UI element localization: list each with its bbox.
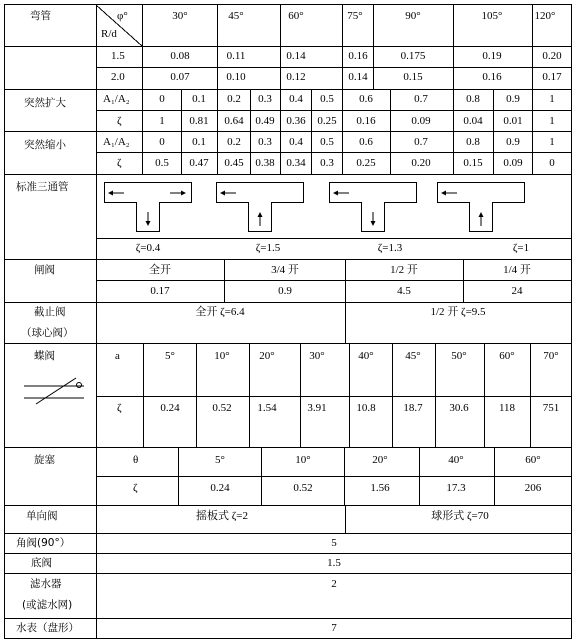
zeta-value: 0.25	[317, 115, 337, 127]
zeta-value: 0.15	[463, 157, 483, 169]
butterfly-zeta-label: ζ	[117, 402, 122, 414]
butterfly-value: 1.54	[257, 402, 277, 414]
label-strainer-sub: (或滤水网)	[22, 599, 73, 611]
zeta-value: 0.25	[356, 157, 376, 169]
plug-angle: 10°	[295, 454, 311, 466]
tee-diagram-3	[329, 182, 417, 232]
gate-opening: 3/4 开	[271, 264, 299, 276]
tee-value: ζ=1.3	[377, 242, 403, 254]
butterfly-value: 3.91	[307, 402, 327, 414]
zeta-value: 1	[159, 115, 165, 127]
ratio-value: 0.4	[289, 93, 303, 105]
plug-value: 206	[524, 482, 542, 494]
elbow-value: 0.14	[286, 50, 306, 62]
elbow-angle: 90°	[405, 10, 421, 22]
zeta-value: 0.34	[286, 157, 306, 169]
zeta-value: 0.49	[255, 115, 275, 127]
butterfly-angle: 30°	[309, 350, 325, 362]
ratio-value: 0.3	[258, 136, 272, 148]
zeta-value: 0.45	[224, 157, 244, 169]
ratio-value: 0.1	[192, 93, 206, 105]
plug-value: 0.24	[210, 482, 230, 494]
label-foot-valve: 底阀	[31, 557, 52, 569]
butterfly-value: 751	[542, 402, 560, 414]
foot-valve-value: 1.5	[327, 557, 341, 569]
zeta-value: 0.04	[463, 115, 483, 127]
ratio-value: 1	[549, 93, 555, 105]
plug-value: 0.52	[293, 482, 313, 494]
label-plug: 旋塞	[34, 454, 55, 466]
gate-value: 4.5	[397, 285, 411, 297]
ratio-value: 0.6	[359, 93, 373, 105]
plug-angle: 5°	[215, 454, 225, 466]
zeta-value: 1	[549, 115, 555, 127]
zeta-value: 0.36	[286, 115, 306, 127]
ratio-value: 0.2	[227, 93, 241, 105]
label-sudden-expansion: 突然扩大	[24, 97, 66, 109]
check-ball: 球形式 ζ=70	[431, 510, 489, 522]
elbow-value: 0.16	[482, 71, 502, 83]
butterfly-angle: 40°	[358, 350, 374, 362]
ratio-value: 0.5	[320, 136, 334, 148]
strainer-value: 2	[331, 578, 337, 590]
ratio-value: 0.5	[320, 93, 334, 105]
tee-value: ζ=1.5	[255, 242, 281, 254]
tee-value: ζ=1	[512, 242, 530, 254]
elbow-value: 0.16	[348, 50, 368, 62]
elbow-rd-label: R/d	[101, 28, 117, 40]
zeta-label: ζ	[117, 115, 122, 127]
gate-value: 24	[511, 285, 523, 297]
gate-opening: 1/4 开	[503, 264, 531, 276]
butterfly-value: 0.52	[212, 402, 232, 414]
label-tee: 标准三通管	[16, 181, 69, 193]
globe-full: 全开 ζ=6.4	[195, 306, 245, 318]
elbow-angle: 60°	[288, 10, 304, 22]
butterfly-valve-diagram	[24, 372, 88, 412]
label-strainer: 滤水器	[30, 578, 62, 590]
zeta-value: 0.01	[503, 115, 523, 127]
butterfly-angle: 20°	[259, 350, 275, 362]
label-gate-valve: 闸阀	[34, 264, 55, 276]
elbow-value: 0.17	[542, 71, 562, 83]
elbow-angle: 45°	[228, 10, 244, 22]
butterfly-value: 0.24	[160, 402, 180, 414]
elbow-value: 0.10	[226, 71, 246, 83]
elbow-value: 0.175	[400, 50, 426, 62]
ratio-value: 0.7	[414, 136, 428, 148]
tee-diagram-1	[104, 182, 192, 232]
plug-value: 17.3	[446, 482, 466, 494]
elbow-value: 0.11	[226, 50, 246, 62]
globe-half: 1/2 开 ζ=9.5	[430, 306, 486, 318]
elbow-angle: 30°	[172, 10, 188, 22]
ratio-value: 0.8	[466, 136, 480, 148]
zeta-value: 0.81	[189, 115, 209, 127]
label-angle-valve: 角阀(90°）	[16, 537, 71, 549]
butterfly-angle: 60°	[499, 350, 515, 362]
elbow-value: 0.14	[348, 71, 368, 83]
butterfly-angle: 50°	[451, 350, 467, 362]
elbow-value: 0.07	[170, 71, 190, 83]
ratio-value: 0.7	[414, 93, 428, 105]
gate-opening: 1/2 开	[390, 264, 418, 276]
gate-value: 0.9	[278, 285, 292, 297]
tee-diagram-4	[437, 182, 525, 232]
plug-theta-label: θ	[133, 454, 139, 466]
ratio-value: 0	[159, 93, 165, 105]
elbow-angle: 120°	[534, 10, 556, 22]
gate-value: 0.17	[150, 285, 170, 297]
butterfly-angle: 10°	[214, 350, 230, 362]
elbow-angle: 105°	[481, 10, 503, 22]
check-swing: 摇板式 ζ=2	[195, 510, 248, 522]
elbow-value: 0.08	[170, 50, 190, 62]
butterfly-angle: 70°	[543, 350, 559, 362]
zeta-value: 0.3	[320, 157, 334, 169]
ratio-label: A₁/A₂	[103, 136, 130, 148]
plug-angle: 20°	[372, 454, 388, 466]
ratio-value: 1	[549, 136, 555, 148]
plug-angle: 60°	[525, 454, 541, 466]
ratio-value: 0.1	[192, 136, 206, 148]
water-meter-value: 7	[331, 622, 337, 634]
butterfly-value: 18.7	[403, 402, 423, 414]
ratio-value: 0.9	[506, 136, 520, 148]
butterfly-angle: 5°	[165, 350, 175, 362]
label-globe-valve-sub: （球心阀）	[21, 327, 74, 339]
zeta-value: 0.20	[411, 157, 431, 169]
butterfly-alpha-label: a	[115, 350, 120, 362]
elbow-value: 0.19	[482, 50, 502, 62]
elbow-rd: 1.5	[111, 50, 125, 62]
zeta-value: 0.64	[224, 115, 244, 127]
elbow-phi-label: φ°	[117, 10, 128, 22]
zeta-value: 0.47	[189, 157, 209, 169]
ratio-value: 0	[159, 136, 165, 148]
gate-opening: 全开	[149, 264, 171, 276]
plug-value: 1.56	[370, 482, 390, 494]
tee-value: ζ=0.4	[135, 242, 161, 254]
zeta-value: 0.38	[255, 157, 275, 169]
zeta-value: 0	[549, 157, 555, 169]
zeta-value: 0.09	[503, 157, 523, 169]
zeta-value: 0.16	[356, 115, 376, 127]
butterfly-value: 10.8	[356, 402, 376, 414]
elbow-value: 0.20	[542, 50, 562, 62]
label-sudden-contraction: 突然缩小	[24, 139, 66, 151]
ratio-value: 0.9	[506, 93, 520, 105]
plug-zeta-label: ζ	[133, 482, 138, 494]
ratio-value: 0.8	[466, 93, 480, 105]
ratio-value: 0.6	[359, 136, 373, 148]
ratio-value: 0.3	[258, 93, 272, 105]
label-check-valve: 单向阀	[26, 510, 58, 522]
butterfly-value: 30.6	[449, 402, 469, 414]
elbow-angle: 75°	[347, 10, 363, 22]
ratio-value: 0.2	[227, 136, 241, 148]
plug-angle: 40°	[448, 454, 464, 466]
elbow-value: 0.12	[286, 71, 306, 83]
label-butterfly: 蝶阀	[34, 350, 55, 362]
elbow-value: 0.15	[403, 71, 423, 83]
butterfly-value: 118	[498, 402, 516, 414]
zeta-label: ζ	[117, 157, 122, 169]
label-water-meter: 水表（盘形）	[16, 622, 79, 634]
zeta-value: 0.5	[155, 157, 169, 169]
label-elbow: 弯管	[30, 10, 51, 22]
elbow-rd: 2.0	[111, 71, 125, 83]
label-globe-valve: 截止阀	[34, 306, 66, 318]
tee-diagram-2	[216, 182, 304, 232]
zeta-value: 0.09	[411, 115, 431, 127]
angle-valve-value: 5	[331, 537, 337, 549]
ratio-label: A₁/A₂	[103, 93, 130, 105]
butterfly-angle: 45°	[405, 350, 421, 362]
ratio-value: 0.4	[289, 136, 303, 148]
